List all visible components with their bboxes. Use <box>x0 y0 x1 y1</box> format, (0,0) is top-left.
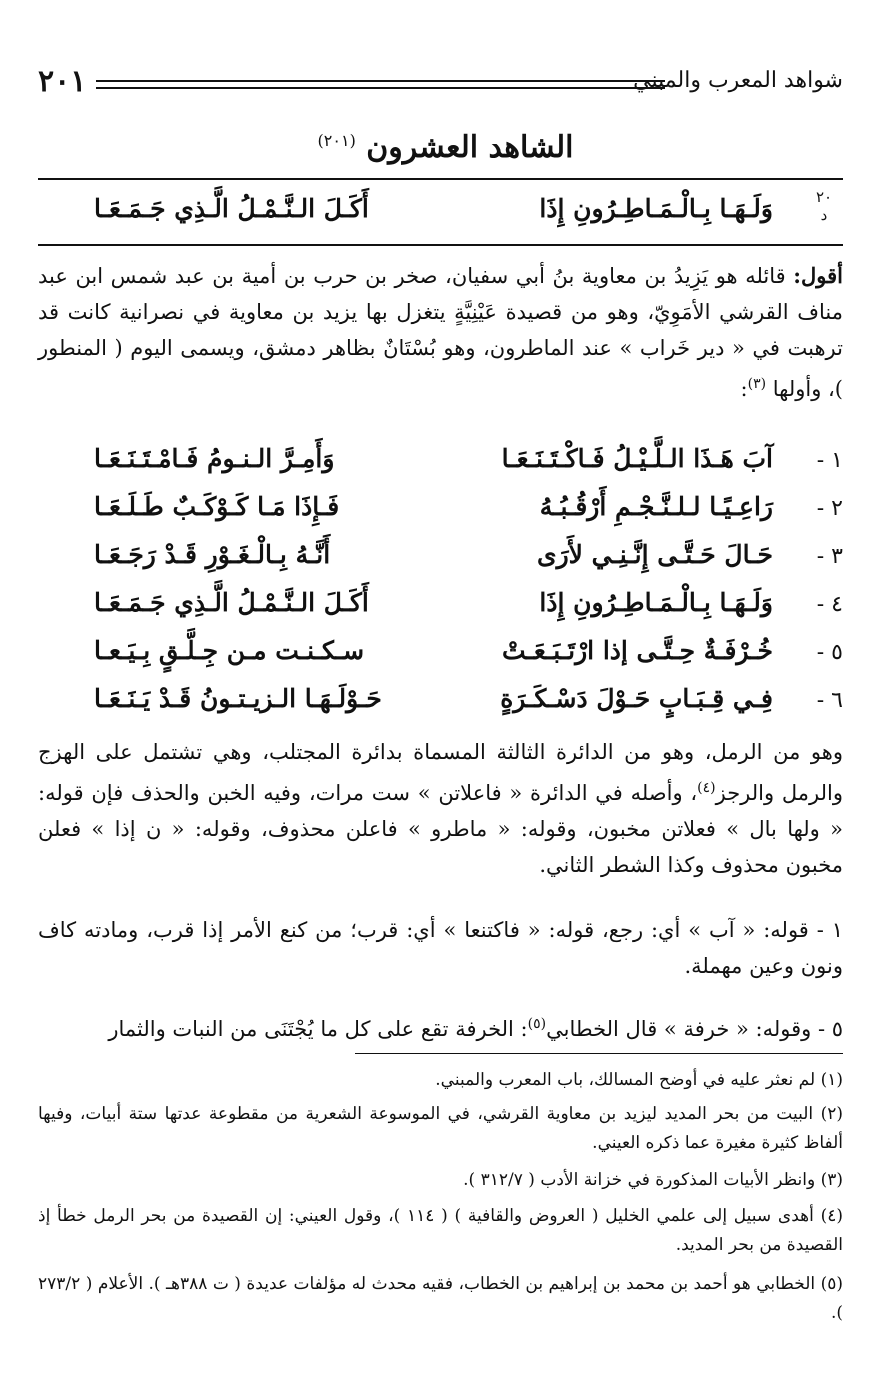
intro-paragraph <box>38 258 843 407</box>
featured-hemistich-2: أَكَـلَ الـنَّـمْـلُ الَّـذِي جَـمَـعَـا <box>94 194 369 223</box>
verse-number: ٣ - <box>816 544 843 569</box>
page-header <box>38 64 843 104</box>
verse-hemistich-2: سـكـنـت مـن جِـلَّـقٍ بِـيَـعـا <box>94 636 365 665</box>
verse-hemistich-1: رَاعِـيًـا لـلـنَّـجْـمِ أَرْقُـبُـهُ <box>539 492 773 521</box>
footnote: (١) لم نعثر عليه في أوضح المسالك، باب المعرب والمبني. <box>435 1070 843 1090</box>
meter-text-2: ، وأصله في الدائرة « فاعلاتن » ست مرات، وفيه الخبن والحذف فإن قوله: « ولها بال » فعلاتن مخبون، وقوله: « ماطرو » فاعلن محذوف، وقوله: « ن إذا » فعلن مخبون محذوف وكذا الشطر الثاني. <box>38 781 843 877</box>
verse-hemistich-2: أَكَـلَ الـنَّـمْـلُ الَّـذِي جَـمَـعَـا <box>94 588 369 617</box>
verse-number: ٦ - <box>816 688 843 713</box>
intro-label: أقول: <box>793 263 843 288</box>
footnote-separator <box>355 1053 843 1054</box>
verse-line <box>38 632 843 678</box>
note-5-text-2: : الخرفة تقع على كل ما يُجْتَنَى من النبات والثمار <box>108 1017 528 1041</box>
header-rule <box>96 80 665 89</box>
page-number: ٢٠١ <box>38 64 87 99</box>
intro-footnote-ref: (٣) <box>747 376 767 392</box>
verse-hemistich-1: فِـي قِـبَـابٍ حَـوْلَ دَسْـكَـرَةٍ <box>500 684 773 713</box>
note-paragraph-5 <box>38 1006 843 1047</box>
intro-tail: : <box>740 377 748 401</box>
note-1-text: ١ - قوله: « آب » أي: رجع، قوله: « فاكتنعا » أي: قرب؛ من كنع الأمر إذا قرب، ومادته كاف ونون وعين مهملة. <box>38 918 843 978</box>
intro-text: قائله هو يَزِيدُ بن معاوية بنُ أبي سفيان، صخر بن حرب بن أمية بن عبد شمس ابن عبد مناف القرشي الأمَوِيّ، وهو من قصيدة عَيْنِيَّةٍ يتغزل بها يزيد بن معاوية في نصرانية كانت قد ترهبت في « دير خَراب » عند الماطرون، وهو بُسْتَانٌ بظاهر دمشق، ويسمى اليوم ( المنطور )، وأولها <box>38 264 843 401</box>
section-title-footnote-ref: (٢٠١) <box>317 131 356 150</box>
meter-text-1: وهو من الرمل، وهو من الدائرة الثالثة المسماة بدائرة المجتلب، وهي تشتمل على الهزج والرمل والرجز <box>38 740 843 805</box>
verse-hemistich-1: خُـرْفَـةٌ حِـتَّـى إذا ارْتَـبَـعَـتْ <box>502 636 773 665</box>
footnote: (٤) أهدى سبيل إلى علمي الخليل ( العروض والقافية ) ( ١١٤ )، وقول العيني: إن القصيدة من بحر الرمل خطأ إذ القصيدة من بحر المديد. <box>38 1206 843 1255</box>
featured-hemistich-1: وَلَـهَـا بِـالْـمَـاطِـرُونِ إِذَا <box>539 194 773 223</box>
meter-footnote-ref: (٤) <box>697 780 716 796</box>
verse-marker-letter: د <box>820 206 828 224</box>
section-title-text: الشاهد العشرون <box>366 130 574 165</box>
verse-marker-number: ٢٠ <box>815 188 833 206</box>
verse-line <box>38 680 843 726</box>
verse-marker <box>805 188 843 224</box>
verse-line <box>38 536 843 582</box>
footnote: (٥) الخطابي هو أحمد بن محمد بن إبراهيم بن الخطاب، فقيه محدث له مؤلفات عديدة ( ت ٣٨٨هـ ). الأعلام ( ٢٧٣/٢ ). <box>38 1274 843 1323</box>
verse-number: ١ - <box>816 448 843 473</box>
verse-number: ٤ - <box>816 592 843 617</box>
verse-hemistich-1: آبَ هَـذَا الـلَّـيْـلُ فَـاكْـتَـنَـعَـا <box>501 444 773 473</box>
verse-number: ٥ - <box>816 640 843 665</box>
verse-hemistich-2: فَـإِذَا مَـا كَـوْكَـبٌ طَـلَـعَـا <box>94 492 340 521</box>
meter-paragraph <box>38 734 843 883</box>
verse-hemistich-1: حَـالَ حَـتَّـى إِنَّـنِـي لأَرَى <box>537 540 773 569</box>
verse-hemistich-2: أَنَّـهُ بِـالْـغَـوْرِ قَـدْ رَجَـعَـا <box>94 540 331 569</box>
note-paragraph-1 <box>38 912 843 984</box>
verse-hemistich-1: وَلَـهَـا بِـالْـمَـاطِـرُونِ إِذَا <box>539 588 773 617</box>
verse-line <box>38 584 843 630</box>
verse-number: ٢ - <box>816 496 843 521</box>
verse-line <box>38 488 843 534</box>
note-5-text-1: ٥ - وقوله: « خرفة » قال الخطابي <box>546 1017 843 1041</box>
running-title: شواهد المعرب والمبني <box>633 68 843 93</box>
footnote: (٢) البيت من بحر المديد ليزيد بن معاوية القرشي، في الموسوعة الشعرية من مقطوعة عدتها ستة أبيات، وفيها ألفاظ كثيرة مغيرة عما ذكره العيني. <box>38 1104 843 1153</box>
section-title <box>0 130 891 165</box>
verse-line <box>38 440 843 486</box>
verse-hemistich-2: وَأَمِـرَّ الـنـومُ فَـامْـتَـنَـعَـا <box>94 444 335 473</box>
featured-verse <box>38 178 843 246</box>
footnote: (٣) وانظر الأبيات المذكورة في خزانة الأدب ( ٣١٢/٧ ). <box>463 1170 843 1190</box>
note-5-footnote-ref: (٥) <box>527 1016 547 1032</box>
verse-hemistich-2: حَـوْلَـهَـا الـزيـتـونُ قَـدْ يَـنَـعَـا <box>94 684 382 713</box>
